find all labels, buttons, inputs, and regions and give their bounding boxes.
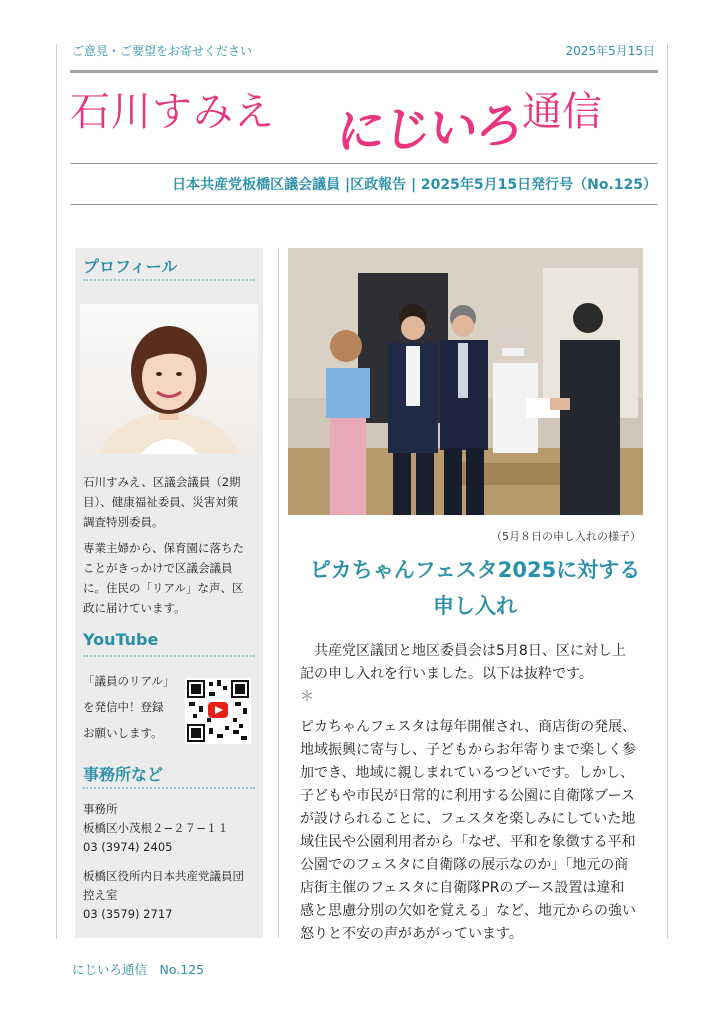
title-tsushin: 通信 <box>522 89 602 135</box>
profile-heading: プロフィール <box>83 257 178 276</box>
body-line: 域住民や公園利用者から「なぜ、平和を象徴する平和 <box>300 834 636 850</box>
career-text <box>83 538 259 618</box>
youtube-heading: YouTube <box>83 630 159 649</box>
career-line: 専業主婦から、保育園に落ちた <box>83 541 244 555</box>
office2-label: 控え室 <box>83 888 118 902</box>
article-intro <box>300 640 660 709</box>
issue-date: 2025年5月15日 <box>565 44 655 58</box>
office-divider <box>83 787 255 789</box>
headline-line: 申し入れ <box>433 594 517 618</box>
newsletter-subtitle: 日本共産党板橋区議会議員 |区政報告 | 2025年5月15日発行号（No.125） <box>172 177 657 193</box>
page-frame-left <box>56 44 57 939</box>
subtitle-rule-top <box>70 163 658 164</box>
career-line: に。住民の「リアル」な声、区 <box>83 581 244 595</box>
header-rule <box>70 70 658 73</box>
office-info <box>83 800 259 924</box>
body-line: 怒りと不安の声があがっています。 <box>300 926 523 942</box>
article-body <box>300 716 660 946</box>
office2-phone: 03 (3579) 2717 <box>83 907 173 921</box>
body-line: 加でき、地域に親しまれているつどいです。しかし、 <box>300 765 635 781</box>
body-line: 地域振興に寄与し、子どもからお年寄りまで楽しく参 <box>300 742 636 758</box>
page-frame-right <box>667 44 668 939</box>
body-line: が設けられることに、フェスタを楽しみにしていた地 <box>300 811 636 827</box>
section-separator: ＊ <box>300 689 314 705</box>
profile-line: 調査特別委員。 <box>83 515 164 529</box>
profile-photo <box>80 304 258 454</box>
footer-label: にじいろ通信 No.125 <box>72 962 205 977</box>
youtube-line: 「議員のリアル」 <box>83 674 175 688</box>
career-line: 政に届けています。 <box>83 601 186 615</box>
youtube-line: お願いします。 <box>83 726 163 740</box>
office1-address: 板橋区小茂根２−２７−１１ <box>83 821 229 835</box>
profile-text <box>83 472 259 532</box>
sidebar <box>75 248 263 938</box>
feedback-note: ご意見・ご要望をお寄せください <box>72 44 253 58</box>
profile-line: 石川すみえ、区議会議員（2期 <box>83 475 241 489</box>
youtube-divider <box>83 655 255 657</box>
body-line: 店街主催のフェスタに自衛隊PRのブース設置は違和 <box>300 880 625 896</box>
office1-label: 事務所 <box>83 802 118 816</box>
meeting-photo <box>288 248 643 515</box>
headline-line: ピカちゃんフェスタ2025に対する <box>309 558 641 582</box>
column-divider <box>278 248 279 938</box>
body-line: 感と思慮分別の欠如を覚える」など、地元からの強い <box>300 903 636 919</box>
body-line: 子どもや市民が日常的に利用する公園に自衛隊ブース <box>300 788 635 804</box>
body-line: ピカちゃんフェスタは毎年開催され、商店街の発展、 <box>300 719 637 735</box>
office2-label: 板橋区役所内日本共産党議員団 <box>83 869 244 883</box>
subtitle-rule-bottom <box>70 204 658 205</box>
photo-caption: （5月８日の申し入れの様子） <box>491 530 641 543</box>
youtube-text <box>83 668 183 746</box>
profile-line: 目）、健康福祉委員、災害対策 <box>83 495 239 509</box>
profile-divider <box>83 279 255 281</box>
article-headline <box>290 552 660 624</box>
career-line: ことがきっかけで区議会議員 <box>83 561 233 575</box>
intro-line: 共産党区議団と地区委員会は5月8日、区に対し上 <box>300 643 626 659</box>
youtube-line: を発信中！登録 <box>83 700 164 714</box>
intro-line: 記の申し入れを行いました。以下は抜粋です。 <box>300 666 593 682</box>
body-line: 公園でのフェスタに自衛隊の展示なのか」「地元の商 <box>300 857 629 873</box>
title-logo-nijiiro: にじいろ <box>334 97 525 161</box>
office1-phone: 03 (3974) 2405 <box>83 840 173 854</box>
office-heading: 事務所など <box>83 765 164 784</box>
youtube-qr-code[interactable] <box>185 678 251 744</box>
title-name: 石川すみえ <box>70 89 275 135</box>
